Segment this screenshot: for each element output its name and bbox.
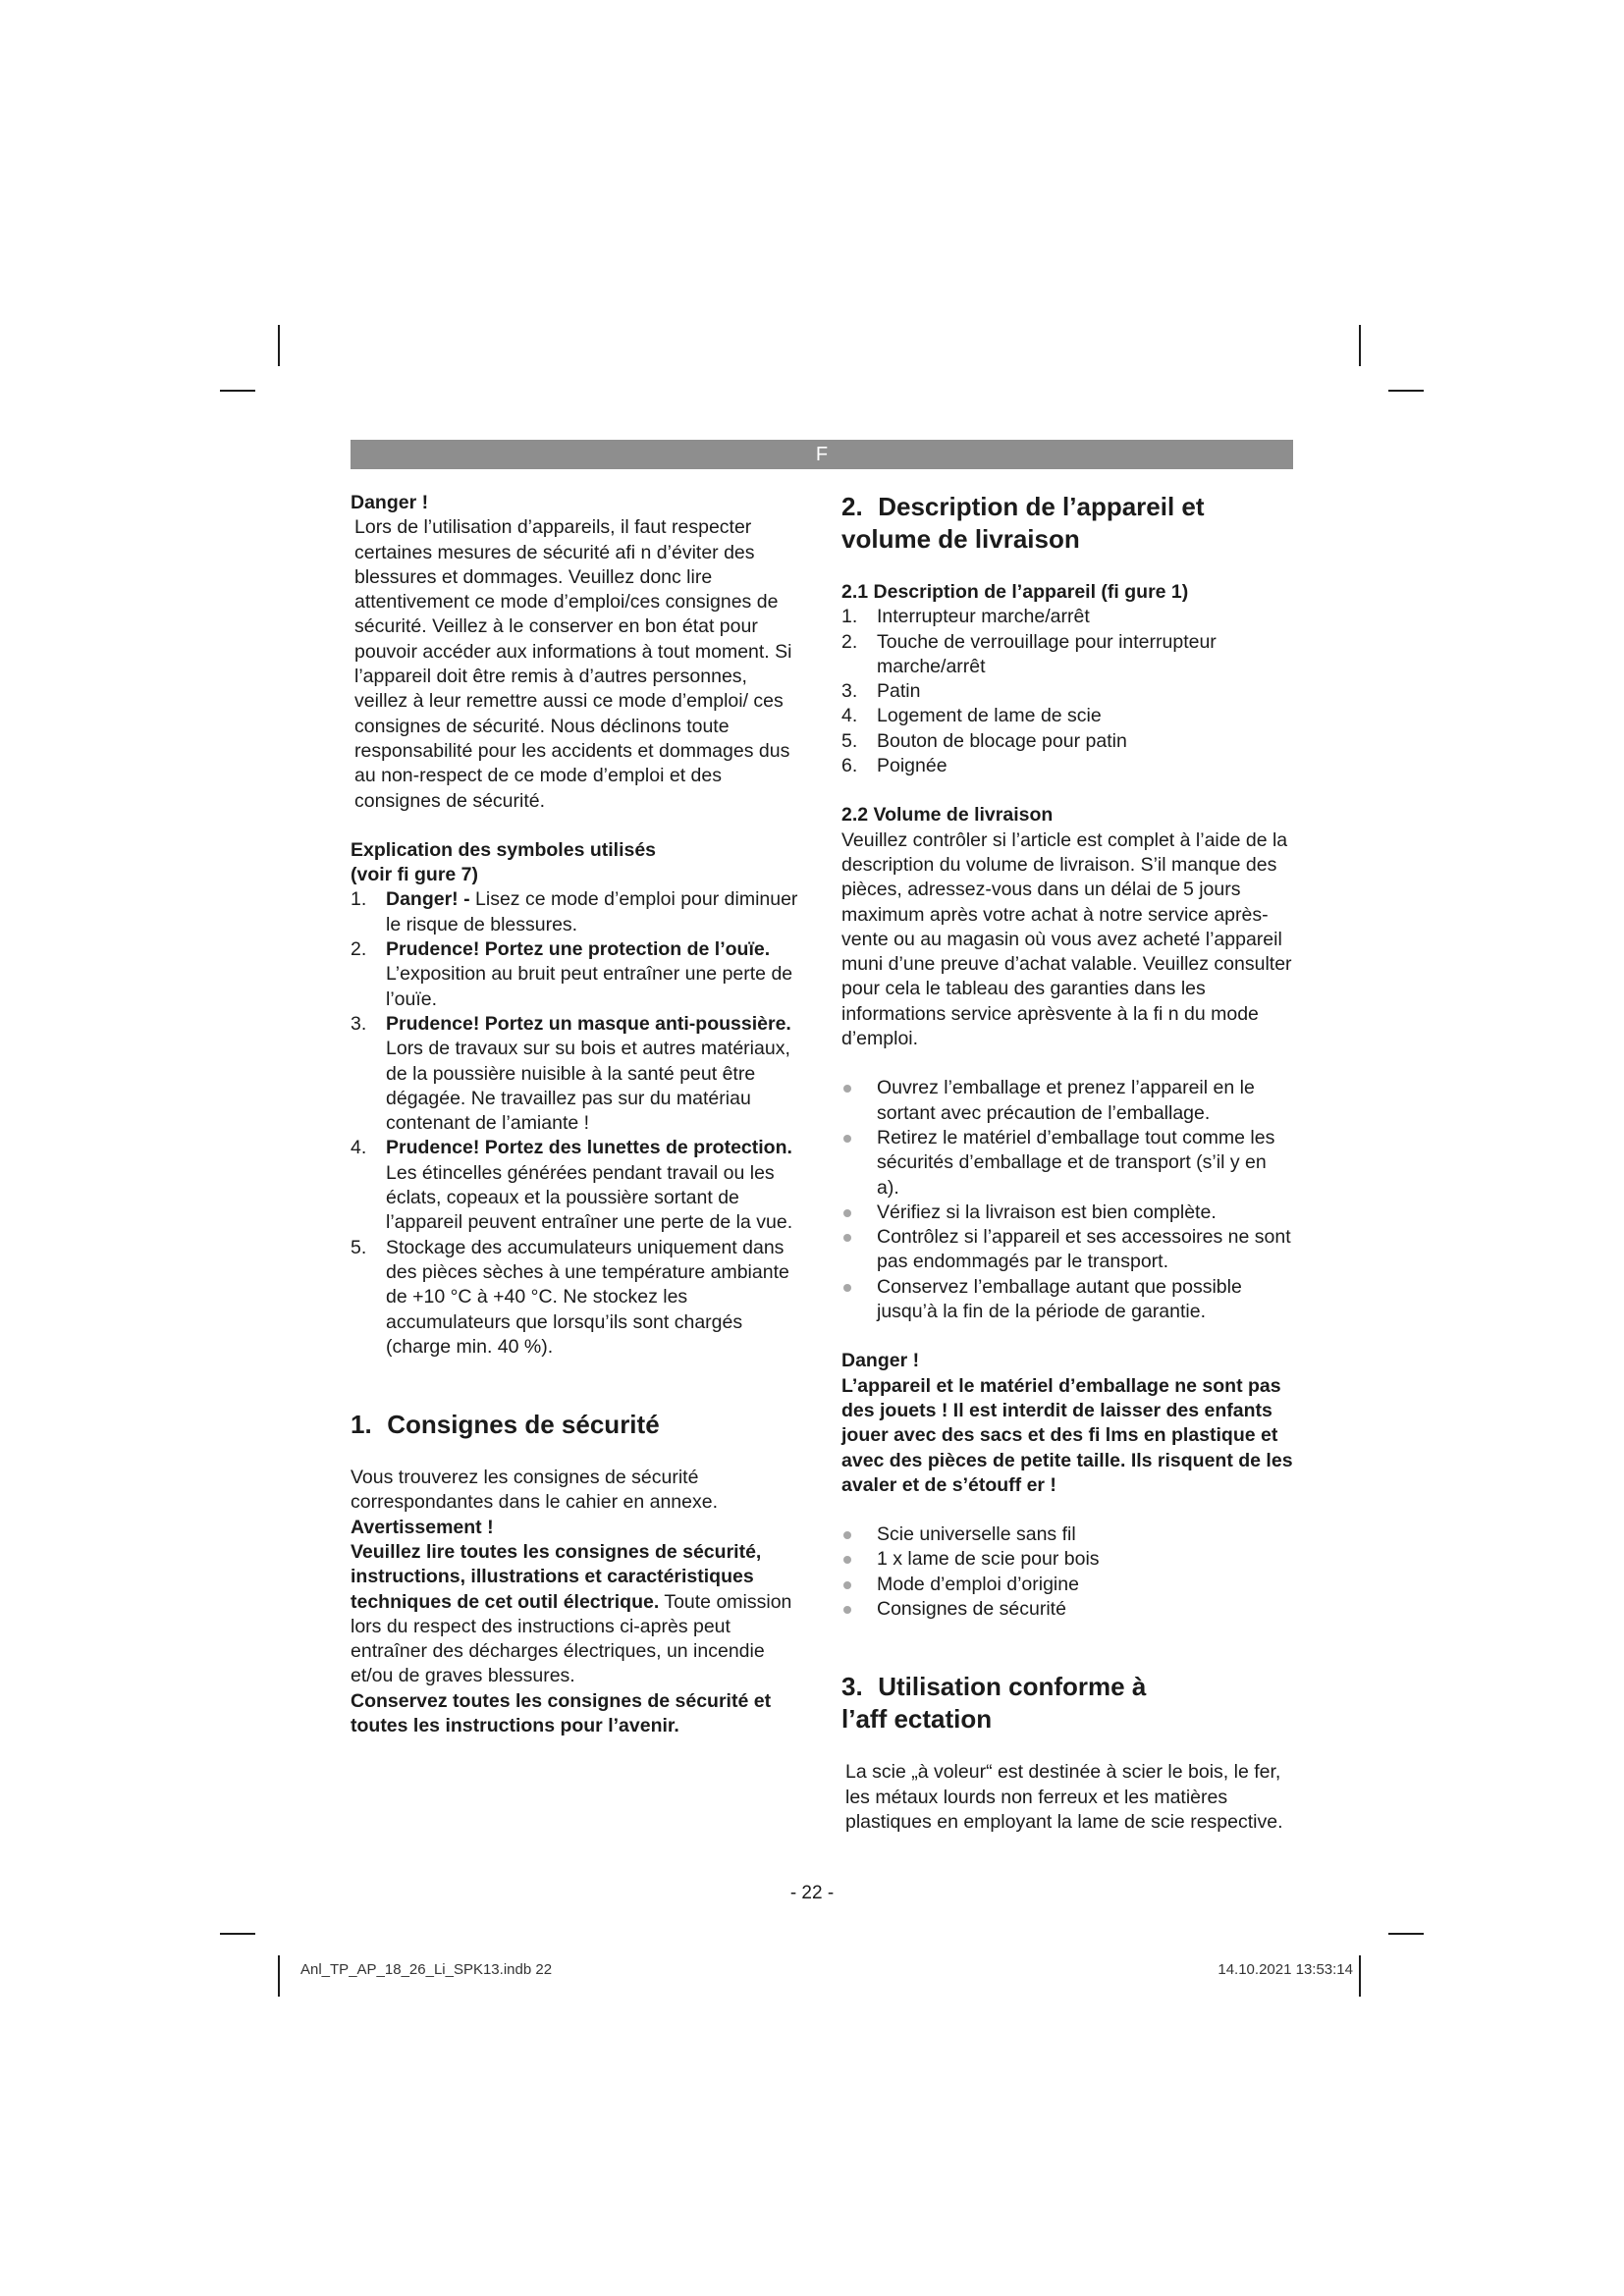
item-text: Interrupteur marche/arrêt	[877, 606, 1090, 628]
item-number: 5.	[351, 1236, 367, 1258]
item-bold: Prudence! Portez un masque anti-poussière.	[386, 1012, 791, 1035]
list-item	[841, 1201, 1293, 1225]
item-bold: Prudence! Portez des lunettes de protection.	[386, 1137, 792, 1159]
crop-mark	[220, 390, 255, 392]
subsection-2-1-title: 2.1 Description de l’appareil (fi gure 1)	[841, 581, 1189, 603]
section-number: 3.	[841, 1672, 863, 1702]
item-number: 1.	[351, 888, 367, 911]
danger-title: Danger !	[351, 492, 429, 513]
item-text: Lors de travaux sur su bois et autres matériaux, de la poussière nuisible à la santé peut être dégagée. Ne travaillez pas sur du matériau contenant de l’amiante !	[386, 1038, 790, 1135]
subsection-2-2-title: 2.2 Volume de livraison	[841, 804, 1054, 827]
warning-text	[351, 1540, 802, 1689]
crop-mark	[1359, 1955, 1361, 1997]
item-text: Bouton de blocage pour patin	[877, 729, 1127, 752]
item-text: Poignée	[877, 755, 947, 777]
warning-bold: Veuillez lire toutes les consignes de sécurité, instructions, illustrations et caractéristiques techniques de cet outil électrique.	[351, 1540, 762, 1613]
crop-mark	[278, 325, 280, 366]
item-text: Les étincelles générées pendant travail ou les éclats, copeaux et la poussière sortant de l’appareil peuvent entraîner une perte de la vue.	[386, 1161, 793, 1234]
section-3-heading	[841, 1671, 1293, 1703]
item-number: 3.	[351, 1012, 367, 1035]
list-item	[841, 1275, 1293, 1325]
item-number: 2.	[351, 938, 367, 961]
list-item	[351, 1136, 802, 1235]
footer-filename: Anl_TP_AP_18_26_Li_SPK13.indb 22	[300, 1961, 553, 1978]
bullet-icon	[843, 1531, 851, 1539]
list-item	[351, 1236, 802, 1360]
delivery-contents-list	[841, 1522, 1293, 1622]
unpacking-checklist	[841, 1076, 1293, 1324]
crop-mark	[220, 1933, 255, 1935]
list-item	[841, 754, 1293, 778]
list-item	[841, 1597, 1293, 1622]
list-item	[841, 704, 1293, 728]
item-text: L’exposition au bruit peut entraîner une perte de l’ouïe.	[386, 963, 793, 1010]
item-bold: Prudence! Portez une protection de l’ouïe.	[386, 938, 771, 961]
list-item	[841, 1522, 1293, 1547]
item-text: Conservez l’emballage autant que possible jusqu’à la fin de la période de garantie.	[877, 1275, 1242, 1323]
bullet-icon	[843, 1556, 851, 1564]
section-1-intro: Vous trouverez les consignes de sécurité correspondantes dans le cahier en annexe.	[351, 1467, 719, 1514]
page-number: - 22 -	[789, 1883, 835, 1903]
intended-use-text: La scie „à voleur“ est destinée à scier le bois, le fer, les métaux lourds non ferreux et les matières plastiques en employant la lame de scie respective.	[845, 1761, 1283, 1833]
item-text: Contrôlez si l’appareil et ses accessoires ne sont pas endommagés par le transport.	[877, 1226, 1291, 1273]
item-text: 1 x lame de scie pour bois	[877, 1548, 1100, 1571]
list-item	[351, 887, 802, 937]
item-number: 4.	[351, 1137, 367, 1159]
warning-title: Avertissement !	[351, 1516, 494, 1538]
item-text: Mode d’emploi d’origine	[877, 1573, 1079, 1595]
crop-mark	[1388, 390, 1424, 392]
bullet-icon	[843, 1284, 851, 1292]
list-item	[841, 1076, 1293, 1126]
danger-text-2: L’appareil et le matériel d’emballage ne sont pas des jouets ! Il est interdit de laisser des enfants jouer avec des sacs et des fi lms en plastique et avec des pièces de petite taille. Ils risquent de les avaler et de s’étouff er !	[841, 1374, 1293, 1496]
symbols-subtitle: (voir fi gure 7)	[351, 864, 479, 886]
item-text: Ouvrez l’emballage et prenez l’appareil en le sortant avec précaution de l’emballage.	[877, 1077, 1255, 1124]
crop-mark	[1359, 325, 1361, 366]
section-2-heading-cont: volume de livraison	[841, 524, 1080, 554]
left-column	[351, 491, 802, 1738]
item-number: 2.	[841, 630, 858, 653]
symbols-title: Explication des symboles utilisés	[351, 838, 657, 861]
item-text: Retirez le matériel d’emballage tout comme les sécurités d’emballage et de transport (s’il y en a).	[877, 1126, 1275, 1199]
item-text: Touche de verrouillage pour interrupteur marche/arrêt	[877, 630, 1217, 677]
section-number: 2.	[841, 492, 863, 521]
crop-mark	[1388, 1933, 1424, 1935]
list-item	[351, 1012, 802, 1136]
crop-mark	[278, 1955, 280, 1997]
list-item	[841, 679, 1293, 704]
bullet-icon	[843, 1581, 851, 1589]
item-text: Logement de lame de scie	[877, 705, 1102, 727]
list-item	[841, 729, 1293, 754]
section-title: Utilisation conforme à	[878, 1672, 1147, 1702]
parts-list	[841, 605, 1293, 778]
list-item	[841, 1573, 1293, 1597]
item-text: Scie universelle sans fil	[877, 1523, 1076, 1546]
list-item	[841, 605, 1293, 629]
list-item	[841, 630, 1293, 680]
item-text: Consignes de sécurité	[877, 1597, 1066, 1620]
language-tab: F	[351, 440, 1293, 469]
danger-title-2: Danger !	[841, 1350, 920, 1372]
right-column	[841, 491, 1293, 1835]
bullet-icon	[843, 1209, 851, 1217]
item-number: 6.	[841, 755, 858, 777]
item-number: 4.	[841, 705, 858, 727]
list-item	[351, 937, 802, 1012]
list-item	[841, 1126, 1293, 1201]
list-item	[841, 1225, 1293, 1275]
section-number: 1.	[351, 1410, 372, 1440]
item-text: Patin	[877, 680, 921, 703]
symbols-list	[351, 887, 802, 1360]
bullet-icon	[843, 1085, 851, 1093]
keep-instructions: Conservez toutes les consignes de sécurité et toutes les instructions pour l’avenir.	[351, 1689, 772, 1737]
item-number: 5.	[841, 729, 858, 752]
section-1-heading	[351, 1409, 802, 1441]
item-text: Stockage des accumulateurs uniquement dans des pièces sèches à une température ambiante de +10 °C à +40 °C. Ne stockez les accumulateurs que lorsqu’ils sont chargés (charge min. 40 %).	[386, 1236, 789, 1358]
item-number: 3.	[841, 680, 858, 703]
section-2-heading	[841, 491, 1293, 523]
bullet-icon	[843, 1234, 851, 1242]
warning-body: Toute omission lors du respect des instructions ci-après peut entraîner des décharges électriques, un incendie et/ou de graves blessures.	[351, 1590, 792, 1687]
section-title: Description de l’appareil et	[878, 492, 1205, 521]
bullet-icon	[843, 1606, 851, 1614]
item-text: Vérifiez si la livraison est bien complète.	[877, 1201, 1217, 1223]
section-title: Consignes de sécurité	[387, 1410, 660, 1440]
section-3-heading-cont: l’aff ectation	[841, 1704, 993, 1735]
item-number: 1.	[841, 606, 858, 628]
delivery-text: Veuillez contrôler si l’article est complet à l’aide de la description du volume de livraison. S’il manque des pièces, adressez-vous dans un délai de 5 jours maximum après votre achat à notre service après-vente ou au magasin où vous avez acheté l’appareil muni d’une preuve d’achat valable. Veuillez consulter pour cela le tableau des garanties dans les informations service aprèsvente à la fi n du mode d’emploi.	[841, 828, 1292, 1050]
list-item	[841, 1547, 1293, 1572]
danger-text: Lors de l’utilisation d’appareils, il faut respecter certaines mesures de sécurité afi n d’éviter des blessures et dommages. Veuillez donc lire attentivement ce mode d’emploi/ces consignes de sécurité. Veillez à le conserver en bon état pour pouvoir accéder aux informations à tout moment. Si l’appareil doit être remis à d’autres personnes, veillez à leur remettre aussi ce mode d’emploi/ ces consignes de sécurité. Nous déclinons toute responsabilité pour les accidents et dommages dus au non-respect de ce mode d’emploi et des consignes de sécurité.	[354, 516, 792, 812]
item-text: Lisez ce mode d’emploi pour diminuer le risque de blessures.	[386, 888, 798, 935]
footer-datetime: 14.10.2021 13:53:14	[1218, 1961, 1353, 1978]
item-bold: Danger! -	[386, 888, 470, 911]
bullet-icon	[843, 1135, 851, 1143]
